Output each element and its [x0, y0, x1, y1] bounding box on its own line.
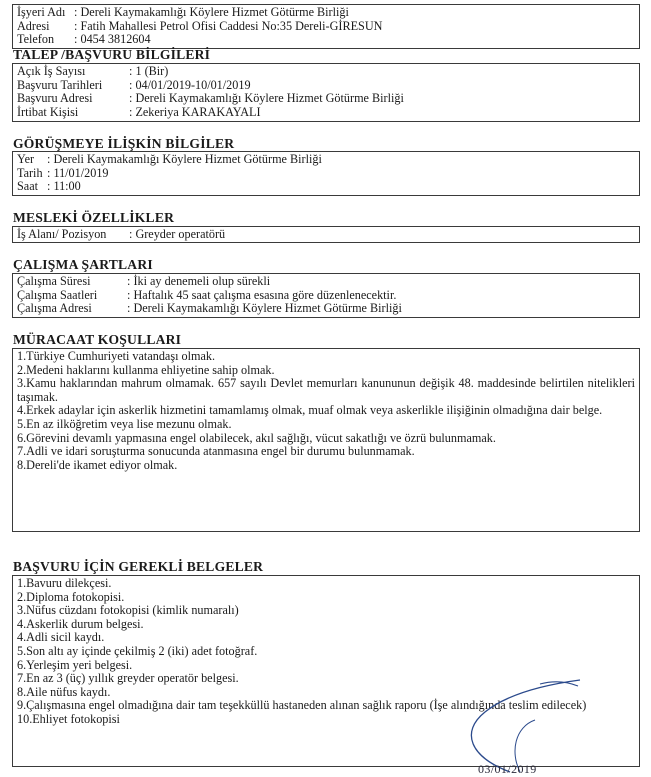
info-row-label: Çalışma Adresi: [17, 301, 92, 316]
info-row-label: Başvuru Tarihleri: [17, 77, 103, 92]
info-row-separator: :: [127, 287, 134, 302]
info-row: [17, 106, 635, 120]
list-item: 4.Erkek adaylar için askerlik hizmetini tamamlamış olmak, muaf olmak veya askerlikle ilişiğinin olmadığına dair belge.: [17, 403, 603, 418]
info-row-separator: :: [129, 227, 136, 241]
info-row: [17, 65, 635, 79]
list-item: 7.En az 3 (üç) yıllık greyder operatör belgesi.: [17, 671, 239, 686]
list-item: 3.Nüfus cüzdanı fotokopisi (kimlik numaralı): [17, 603, 239, 618]
list-item: 1.Bavuru dilekçesi.: [17, 576, 112, 590]
info-row-separator: :: [129, 64, 136, 78]
list-item: 4.Adli sicil kaydı.: [17, 630, 105, 645]
info-row-label: Çalışma Saatleri: [17, 287, 98, 302]
list-item: 7.Adli ve idari soruşturma sonucunda atanmasına engel bir durumu bulunmamak.: [17, 444, 415, 459]
list-item: 2.Diploma fotokopisi.: [17, 589, 125, 604]
conditions-list: [17, 350, 635, 472]
employer-name-label: İşyeri Adı: [17, 5, 66, 19]
info-row: [17, 180, 635, 194]
info-row-value: Zekeriya KARAKAYALI: [135, 104, 261, 119]
working-box: [12, 273, 640, 318]
list-item: 5.En az ilköğretim veya lise mezunu olmak.: [17, 416, 232, 431]
employer-box: [12, 4, 640, 49]
conditions-heading: MÜRACAAT KOŞULLARI: [13, 332, 182, 347]
info-row-value: 11/01/2019: [53, 165, 109, 180]
working-heading: ÇALIŞMA ŞARTLARI: [13, 257, 153, 272]
info-row: [17, 92, 635, 106]
application-heading: TALEP /BAŞVURU BİLGİLERİ: [13, 47, 211, 62]
info-row: [17, 79, 635, 93]
info-row-label: Çalışma Süresi: [17, 274, 91, 288]
list-item: 2.Medeni haklarını kullanma ehliyetine sahip olmak.: [17, 362, 275, 377]
employer-phone-label: Telefon: [17, 32, 55, 47]
info-row: [17, 289, 635, 303]
info-row-label: Açık İş Sayısı: [17, 64, 86, 78]
list-item: 10.Ehliyet fotokopisi: [17, 711, 120, 726]
info-row: [17, 275, 635, 289]
list-item: 8.Aile nüfus kaydı.: [17, 684, 111, 699]
stamp-date: 03/01/2019: [478, 762, 537, 776]
info-row-separator: :: [47, 152, 54, 166]
info-row-label: Saat: [17, 179, 38, 194]
employer-phone-row: Telefon : 0454 3812604: [17, 32, 151, 47]
interview-rows: [17, 153, 635, 194]
info-row: [17, 153, 635, 167]
list-item: 6.Görevini devamlı yapmasına engel olabilecek, akıl sağlığı, vücut sakatlığı ve özrü bulunmamak.: [17, 430, 496, 445]
application-rows: [17, 65, 635, 119]
info-row-value: Haftalık 45 saat çalışma esasına göre düzenlenecektir.: [133, 287, 397, 302]
employer-address-row: Adresi : Fatih Mahallesi Petrol Ofisi Caddesi No:35 Dereli-GİRESUN: [17, 18, 383, 33]
info-row-value: Dereli Kaymakamlığı Köylere Hizmet Götürme Birliği: [135, 91, 404, 106]
info-row-label: İrtibat Kişisi: [17, 104, 79, 119]
info-row-value: İki ay denemeli olup sürekli: [133, 274, 271, 288]
working-rows: [17, 275, 635, 316]
conditions-box: [12, 348, 640, 532]
professional-rows: [17, 228, 635, 242]
employer-address-label: Adresi: [17, 18, 50, 33]
info-row-label: Tarih: [17, 165, 43, 180]
professional-box: [12, 226, 640, 243]
info-row: [17, 228, 635, 242]
employer-name: Dereli Kaymakamlığı Köylere Hizmet Götürme Birliği: [80, 5, 349, 19]
list-item: 6.Yerleşim yeri belgesi.: [17, 657, 133, 672]
list-item: 4.Askerlik durum belgesi.: [17, 616, 144, 631]
info-row-separator: :: [129, 104, 136, 119]
info-row: [17, 302, 635, 316]
list-item: 8.Dereli'de ikamet ediyor olmak.: [17, 457, 178, 472]
info-row-separator: :: [47, 165, 54, 180]
interview-heading: GÖRÜŞMEYE İLİŞKİN BİLGİLER: [13, 136, 235, 151]
info-row-separator: :: [127, 274, 134, 288]
list-item: 9.Çalışmasına engel olmadığına dair tam teşekküllü hastaneden alınan sağlık raporu (İşe alındığında teslim edilecek): [17, 698, 587, 713]
list-item: 5.Son altı ay içinde çekilmiş 2 (iki) adet fotoğraf.: [17, 643, 258, 658]
application-box: [12, 63, 640, 122]
info-row-value: Greyder operatörü: [135, 227, 226, 241]
info-row-value: 11:00: [53, 179, 81, 194]
info-row-label: Yer: [17, 152, 35, 166]
info-row: [17, 167, 635, 181]
employer-phone: 0454 3812604: [80, 32, 151, 47]
employer-name-row: İşyeri Adı : Dereli Kaymakamlığı Köylere Hizmet Götürme Birliği: [17, 5, 349, 19]
info-row-separator: :: [129, 91, 136, 106]
info-row-separator: :: [47, 179, 54, 194]
info-row-separator: :: [127, 301, 134, 316]
info-row-label: İş Alanı/ Pozisyon: [17, 227, 107, 241]
info-row-label: Başvuru Adresi: [17, 91, 93, 106]
info-row-value: Dereli Kaymakamlığı Köylere Hizmet Götürme Birliği: [133, 301, 402, 316]
info-row-value: 04/01/2019-10/01/2019: [135, 77, 251, 92]
info-row-value: 1 (Bir): [135, 64, 169, 78]
professional-heading: MESLEKİ ÖZELLİKLER: [13, 210, 175, 225]
employer-address: Fatih Mahallesi Petrol Ofisi Caddesi No:35 Dereli-GİRESUN: [80, 18, 383, 33]
interview-box: [12, 151, 640, 196]
documents-heading: BAŞVURU İÇİN GEREKLİ BELGELER: [13, 559, 264, 574]
info-row-separator: :: [129, 77, 136, 92]
info-row-value: Dereli Kaymakamlığı Köylere Hizmet Götürme Birliği: [53, 152, 322, 166]
list-item: 1.Türkiye Cumhuriyeti vatandaşı olmak.: [17, 349, 216, 363]
list-item: 3.Kamu haklarından mahrum olmamak. 657 sayılı Devlet memurları kanununun değişik 48. maddesinde belirtilen nitelikleri taşımak.: [17, 376, 635, 404]
